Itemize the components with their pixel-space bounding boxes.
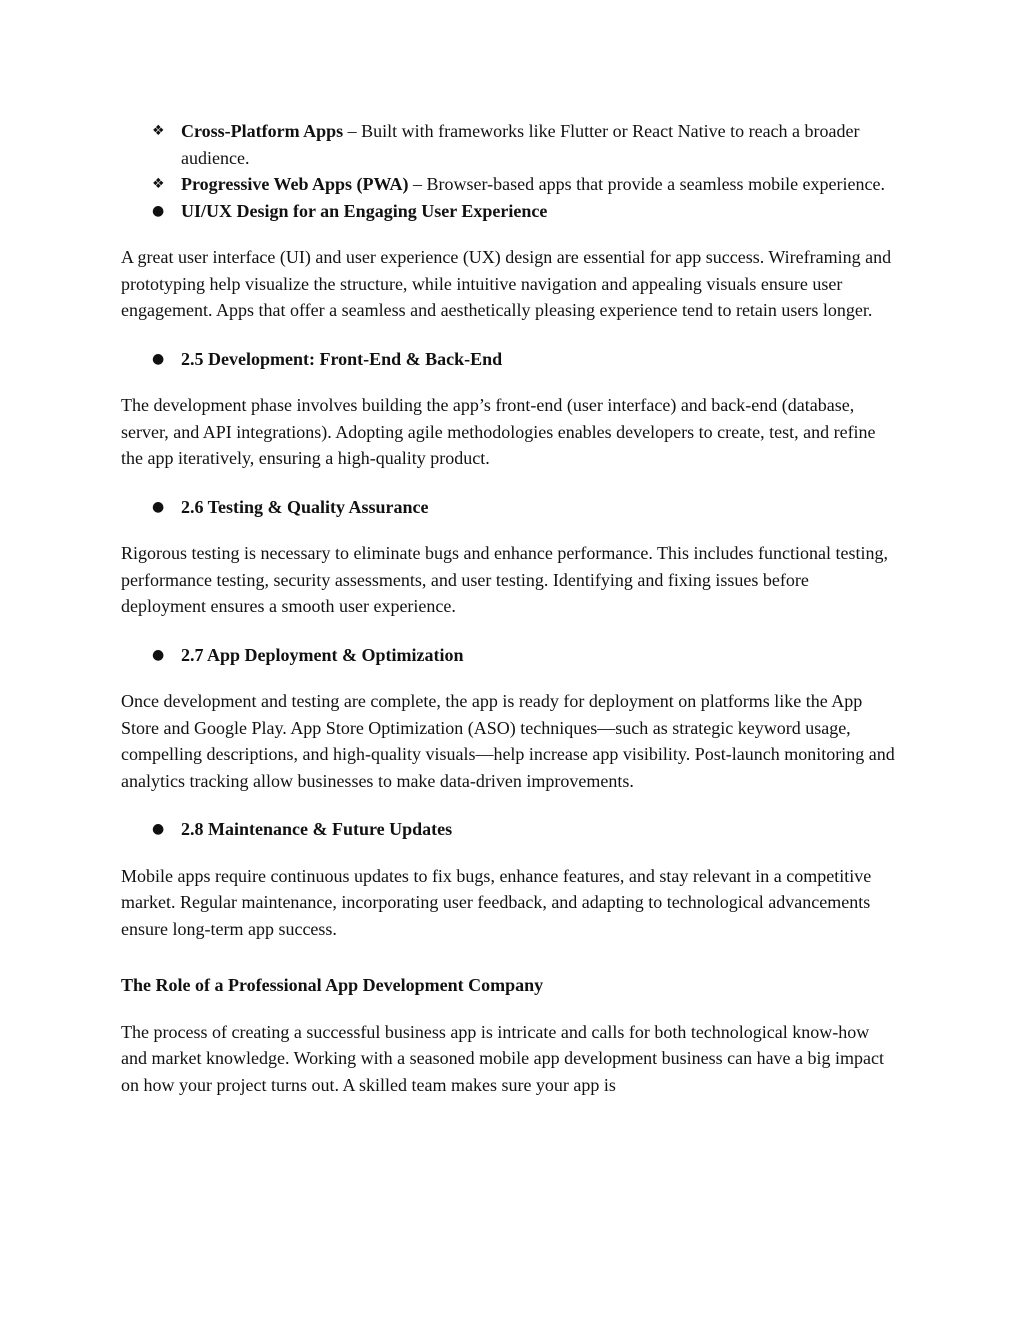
round-bullet-icon: ● (152, 350, 165, 367)
page-content (121, 118, 896, 1098)
list-item-title: Progressive Web Apps (PWA) (181, 174, 409, 194)
section-heading: UI/UX Design for an Engaging User Experience (181, 200, 548, 221)
section-heading-2-7 (121, 642, 896, 669)
list-item-title: Cross-Platform Apps (181, 121, 344, 141)
list-item-text: – Built with frameworks like Flutter or React Native to reach a broader audience. (181, 121, 860, 168)
section-heading: 2.6 Testing & Quality Assurance (181, 496, 429, 517)
section-heading-2-6 (121, 494, 896, 521)
diamond-bullet-icon: ❖ (152, 176, 165, 192)
role-heading: The Role of a Professional App Development Company (121, 975, 544, 995)
list-item-cross-platform (121, 118, 896, 171)
round-bullet-icon: ● (152, 202, 165, 219)
round-bullet-icon: ● (152, 498, 165, 515)
paragraph-testing: Rigorous testing is necessary to eliminate bugs and enhance performance. This includes functional testing, performance testing, security assessments, and user testing. Identifying and fixing issues before deployment ensures a smooth user experience. (121, 543, 888, 616)
section-heading-2-8 (121, 816, 896, 843)
paragraph-deployment: Once development and testing are complete, the app is ready for deployment on platforms like the App Store and Google Play. App Store Optimization (ASO) techniques—such as strategic keyword usage, compelling descriptions, and high-quality visuals—help increase app visibility. Post-launch monitoring and analytics tracking allow businesses to make data-driven improvements. (121, 691, 895, 791)
round-bullet-icon: ● (152, 821, 165, 837)
section-heading-2-5 (121, 346, 896, 373)
diamond-bullet-icon: ❖ (152, 123, 165, 139)
paragraph-maintenance: Mobile apps require continuous updates to fix bugs, enhance features, and stay relevant in a competitive market. Regular maintenance, incorporating user feedback, and adapting to technological advancements ensure long-term app success. (121, 865, 872, 939)
round-bullet-icon: ● (152, 646, 165, 663)
paragraph-development: The development phase involves building the app’s front-end (user interface) and back-end (database, server, and API integrations). Adopting agile methodologies enables developers to create, test, and refine the app iteratively, ensuring a high-quality product. (121, 395, 876, 468)
section-heading: 2.5 Development: Front-End & Back-End (181, 348, 503, 369)
list-item-text: – Browser-based apps that provide a seamless mobile experience. (408, 174, 885, 194)
list-item-uiux (121, 198, 896, 225)
list-item-pwa (121, 171, 896, 198)
paragraph-uiux: A great user interface (UI) and user experience (UX) design are essential for app success. Wireframing and prototyping help visualize the structure, while intuitive navigation and appealing visuals ensure user engagement. Apps that offer a seamless and aesthetically pleasing experience tend to retain users longer. (121, 247, 892, 320)
section-heading: 2.7 App Deployment & Optimization (181, 644, 464, 665)
section-heading: 2.8 Maintenance & Future Updates (181, 819, 453, 839)
paragraph-role: The process of creating a successful business app is intricate and calls for both technological know-how and market knowledge. Working with a seasoned mobile app development business can have a big impact on how your project turns out. A skilled team makes sure your app is (121, 1021, 885, 1095)
